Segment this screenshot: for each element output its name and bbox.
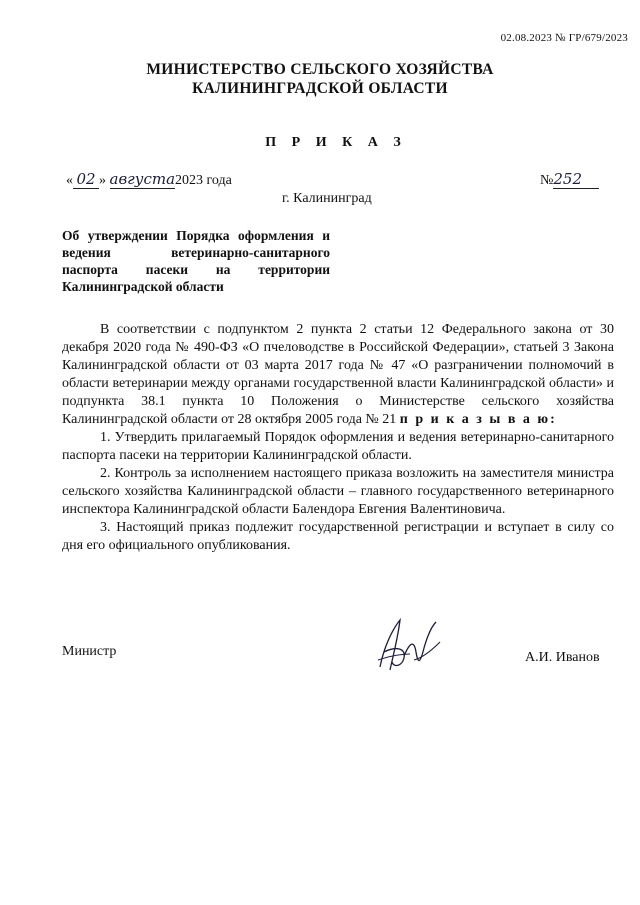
date-year: 2023 года	[175, 173, 232, 188]
date-close-quote: »	[99, 173, 106, 188]
ministry-header	[0, 60, 640, 98]
document-date	[66, 170, 232, 192]
signer-position: Министр	[62, 644, 117, 659]
registration-number: 02.08.2023 № ГР/679/2023	[500, 32, 628, 44]
number-prefix: №	[540, 173, 554, 188]
order-item-1: 1. Утвердить прилагаемый Порядок оформления и ведения ветеринарно-санитарного паспорта пасеки на территории Калининградской области.	[62, 430, 614, 463]
document-number	[540, 170, 599, 189]
number-value: 252	[553, 170, 599, 189]
preamble-text: В соответствии с подпунктом 2 пункта 2 статьи 12 Федерального закона от 30 декабря 2020 года № 490-ФЗ «О пчеловодстве в Российской Федерации», статьей 3 Закона Калининградской области от 03 марта 2017 года № 47 «О разграничении полномочий в области ветеринарии между органами государственной власти Калининградской области» и подпункта 38.1 пункта 10 Положения о Министерстве сельского хозяйства Калининградской области от 28 октября 2005 года № 21	[62, 322, 614, 427]
order-item-3: 3. Настоящий приказ подлежит государственной регистрации и вступает в силу со дня его официального опубликования.	[62, 520, 614, 553]
city: г. Калининград	[282, 191, 372, 206]
signer-name: А.И. Иванов	[525, 650, 600, 665]
document-subject: Об утверждении Порядка оформления и ведения ветеринарно-санитарного паспорта пасеки на территории Калининградской области	[62, 228, 330, 294]
document-type-title: П Р И К А З	[265, 135, 407, 150]
document-body	[62, 321, 614, 555]
order-item-2: 2. Контроль за исполнением настоящего приказа возложить на заместителя министра сельского хозяйства Калининградской области – главного государственного ветеринарного инспектора Калининградской области Балендора Евгения Валентиновича.	[62, 466, 614, 517]
command-word: п р и к а з ы в а ю:	[399, 412, 557, 427]
date-open-quote: «	[66, 173, 73, 188]
date-day: 02	[73, 170, 99, 189]
date-month: августа	[109, 170, 176, 188]
preamble-paragraph	[62, 321, 614, 429]
ministry-line-2: КАЛИНИНГРАДСКОЙ ОБЛАСТИ	[192, 80, 448, 97]
ministry-line-1: МИНИСТЕРСТВО СЕЛЬСКОГО ХОЗЯЙСТВА	[146, 61, 494, 78]
handwritten-signature-icon	[370, 612, 450, 682]
